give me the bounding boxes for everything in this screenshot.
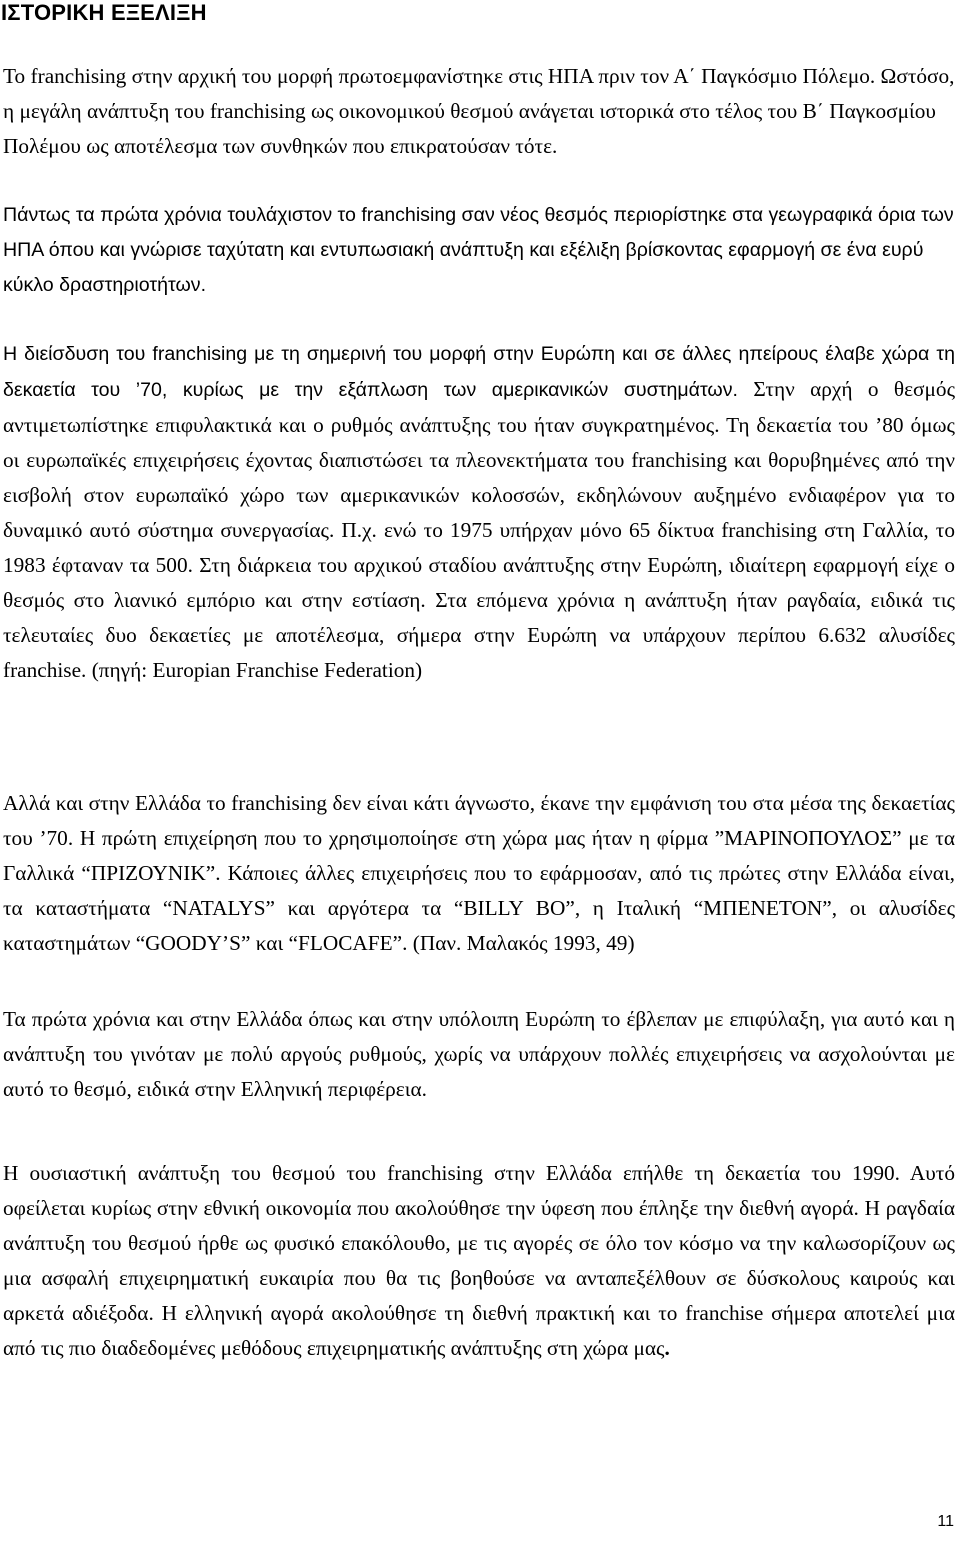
paragraph-usa-expansion [3,198,955,303]
paragraph-final-period: . [664,1336,670,1360]
paragraph-greece-growth-text: Η ουσιαστική ανάπτυξη του θεσμού του franchising στην Ελλάδα επήλθε τη δεκαετία του 1990. Αυτό οφείλεται κυρίως στην εθνική οικονομία που ακολούθησε την ύφεση που έπληξε την διεθνή αγορά. Η ραγδαία ανάπτυξη του θεσμού ήρθε ως φυσικό επακόλουθο, με τις αγορές σε όλο τον κόσμο να την καλωσορίζουν ως μια ασφαλή επιχειρηματική ευκαιρία που θα τις βοηθούσε να ανταπεξέλθουν σε δύσκολους καιρούς και αρκετά αδιέξοδα. Η ελληνική αγορά ακολούθησε τη διεθνή πρακτική και το franchise σήμερα αποτελεί μια από τις πιο διαδεδομένες μεθόδους επιχειρηματικής ανάπτυξης στη χώρα μας [3,1161,955,1360]
paragraph-europe-sans-text: Η διείσδυση του franchising με τη σημερινή του μορφή στην Ευρώπη και σε άλλες ηπείρους έλαβε χώρα τη δεκαετία του ’70, κυρίως με την εξάπλωση των αμερικανικών συστημάτων. [3,343,955,401]
section-heading: ΙΣΤΟΡΙΚΗ ΕΞΕΛΙΞΗ [1,0,207,25]
paragraph-greece-growth [3,1156,955,1366]
paragraph-greece-caution-text: Τα πρώτα χρόνια και στην Ελλάδα όπως και στην υπόλοιπη Ευρώπη το έβλεπαν με επιφύλαξη, για αυτό και η ανάπτυξη του γινόταν με πολύ αργούς ρυθμούς, χωρίς να υπάρχουν πολλές επιχειρήσεις να ασχολούνται με αυτό το θεσμό, ειδικά στην Ελληνική περιφέρεια. [3,1007,955,1101]
paragraph-intro-text: Το franchising στην αρχική του μορφή πρωτοεμφανίστηκε στις ΗΠΑ πριν τον Α΄ Παγκόσμιο Πόλεμο. Ωστόσο, η μεγάλη ανάπτυξη του franchising ως οικονομικού θεσμού ανάγεται ιστορικά στο τέλος του Β΄ Παγκοσμίου Πολέμου ως αποτέλεσμα των συνθηκών που επικρατούσαν τότε. [3,64,955,158]
paragraph-europe [3,336,955,688]
paragraph-usa-expansion-text: Πάντως τα πρώτα χρόνια τουλάχιστον το franchising σαν νέος θεσμός περιορίστηκε στα γεωγραφικά όρια των ΗΠΑ όπου και γνώρισε ταχύτατη και εντυπωσιακή ανάπτυξη και εξέλιξη βρίσκοντας εφαρμογή σε ένα ευρύ κύκλο δραστηριοτήτων. [3,204,954,296]
paragraph-europe-serif-text: Στην αρχή ο θεσμός αντιμετωπίστηκε επιφυλακτικά και ο ρυθμός ανάπτυξης του ήταν συγκρατημένος. Τη δεκαετία του ’80 όμως οι ευρωπαϊκές επιχειρήσεις έχοντας διαπιστώσει τα πλεονεκτήματα του franchising και θορυβημένες από την εισβολή στον ευρωπαϊκό χώρο των αμερικανικών κολοσσών, εκδηλώνουν αυξημένο ενδιαφέρον για το δυναμικό αυτό σύστημα συνεργασίας. Π.χ. ενώ το 1975 υπήρχαν μόνο 65 δίκτυα franchising στη Γαλλία, το 1983 έφταναν τα 500. Στη διάρκεια του αρχικού σταδίου ανάπτυξης στην Ευρώπη, ιδιαίτερη εφαρμογή είχε ο θεσμός στο λιανικό εμπόριο και στην εστίαση. Στα επόμενα χρόνια η ανάπτυξη ήταν ραγδαία, ειδικά τις τελευταίες δυο δεκαετίες με αποτέλεσμα, σήμερα στην Ευρώπη να υπάρχουν περίπου 6.632 αλυσίδες franchise. (πηγή: Europian Franchise Federation) [3,377,956,682]
paragraph-greece-caution [3,1002,955,1107]
paragraph-greece-early [3,786,955,961]
paragraph-intro [3,59,955,164]
page-number: 11 [937,1513,954,1530]
paragraph-greece-early-text: Αλλά και στην Ελλάδα το franchising δεν είναι κάτι άγνωστο, έκανε την εμφάνιση του στα μέσα της δεκαετίας του ’70. Η πρώτη επιχείρηση που το χρησιμοποίησε στη χώρα μας ήταν η φίρμα ”ΜΑΡΙΝΟΠΟΥΛΟΣ” με τα Γαλλικά “ΠΡΙΖΟΥΝΙΚ”. Κάποιες άλλες επιχειρήσεις που το εφάρμοσαν, από τις πρώτες στην Ελλάδα είναι, τα καταστήματα “NATALYS” και αργότερα τα “BILLY BO”, η Ιταλική “ΜΠΕΝΕΤΟΝ”, οι αλυσίδες καταστημάτων “GOODY’S” και “FLOCAFE”. (Παν. Μαλακός 1993, 49) [3,791,955,955]
